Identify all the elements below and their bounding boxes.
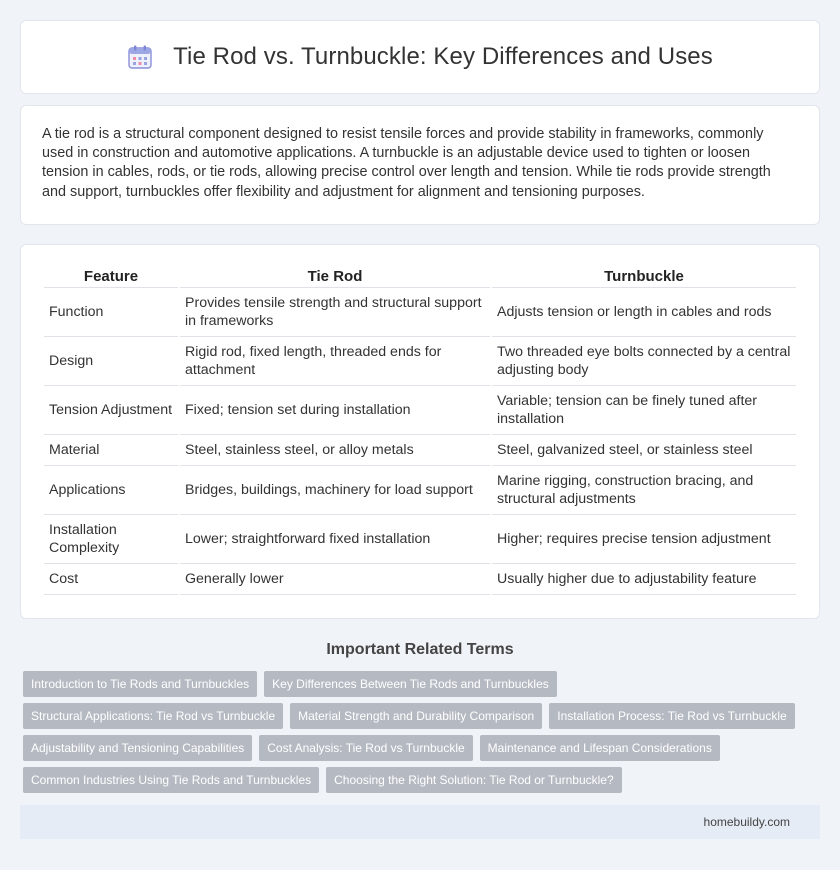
column-header-tie-rod: Tie Rod [180,263,490,288]
feature-cell: Design [44,337,178,386]
related-term-tag[interactable]: Introduction to Tie Rods and Turnbuckles [23,671,257,697]
comparison-table-card [20,244,820,619]
related-term-tag[interactable]: Adjustability and Tensioning Capabilities [23,735,252,761]
table-row [44,466,796,515]
related-term-tag[interactable]: Material Strength and Durability Comparison [290,703,542,729]
related-terms-list [20,671,810,793]
tie-rod-cell: Rigid rod, fixed length, threaded ends for attachment [180,337,490,386]
related-term-tag[interactable]: Structural Applications: Tie Rod vs Turnbuckle [23,703,283,729]
table-row [44,386,796,435]
feature-cell: Function [44,288,178,337]
turnbuckle-cell: Usually higher due to adjustability feature [492,564,796,595]
related-term-tag[interactable]: Choosing the Right Solution: Tie Rod or Turnbuckle? [326,767,622,793]
related-term-tag[interactable]: Installation Process: Tie Rod vs Turnbuckle [549,703,794,729]
column-header-feature: Feature [44,263,178,288]
column-header-turnbuckle: Turnbuckle [492,263,796,288]
related-term-tag[interactable]: Common Industries Using Tie Rods and Turnbuckles [23,767,319,793]
comparison-table [42,263,798,595]
turnbuckle-cell: Higher; requires precise tension adjustment [492,515,796,564]
table-row [44,515,796,564]
feature-cell: Installation Complexity [44,515,178,564]
tie-rod-cell: Lower; straightforward fixed installation [180,515,490,564]
related-term-tag[interactable]: Cost Analysis: Tie Rod vs Turnbuckle [259,735,472,761]
turnbuckle-cell: Steel, galvanized steel, or stainless steel [492,435,796,466]
footer-site-name[interactable]: homebuildy.com [703,815,790,829]
turnbuckle-cell: Two threaded eye bolts connected by a central adjusting body [492,337,796,386]
table-row [44,337,796,386]
turnbuckle-cell: Variable; tension can be finely tuned after installation [492,386,796,435]
table-row [44,435,796,466]
tie-rod-cell: Provides tensile strength and structural support in frameworks [180,288,490,337]
tie-rod-cell: Steel, stainless steel, or alloy metals [180,435,490,466]
tie-rod-cell: Fixed; tension set during installation [180,386,490,435]
feature-cell: Tension Adjustment [44,386,178,435]
feature-cell: Material [44,435,178,466]
related-term-tag[interactable]: Key Differences Between Tie Rods and Turnbuckles [264,671,557,697]
feature-cell: Applications [44,466,178,515]
table-header-row [44,263,796,288]
tie-rod-cell: Generally lower [180,564,490,595]
table-row [44,288,796,337]
page-title: Tie Rod vs. Turnbuckle: Key Differences and Uses [173,43,713,70]
turnbuckle-cell: Marine rigging, construction bracing, and structural adjustments [492,466,796,515]
turnbuckle-cell: Adjusts tension or length in cables and rods [492,288,796,337]
tie-rod-cell: Bridges, buildings, machinery for load support [180,466,490,515]
related-term-tag[interactable]: Maintenance and Lifespan Considerations [480,735,720,761]
related-terms-heading: Important Related Terms [326,641,514,658]
feature-cell: Cost [44,564,178,595]
intro-paragraph: A tie rod is a structural component designed to resist tensile forces and provide stability in frameworks, commonly used in construction and automotive applications. A turnbuckle is an adjustable device used to tighten or loosen tension in cables, rods, or tie rods, allowing precise control over length and tension. While tie rods provide strength and support, turnbuckles offer flexibility and adjustment for alignment and tensioning purposes. [42,126,771,200]
table-row [44,564,796,595]
calendar-icon [127,44,153,70]
header-card [20,20,820,94]
footer [20,805,820,839]
intro-card [20,105,820,225]
